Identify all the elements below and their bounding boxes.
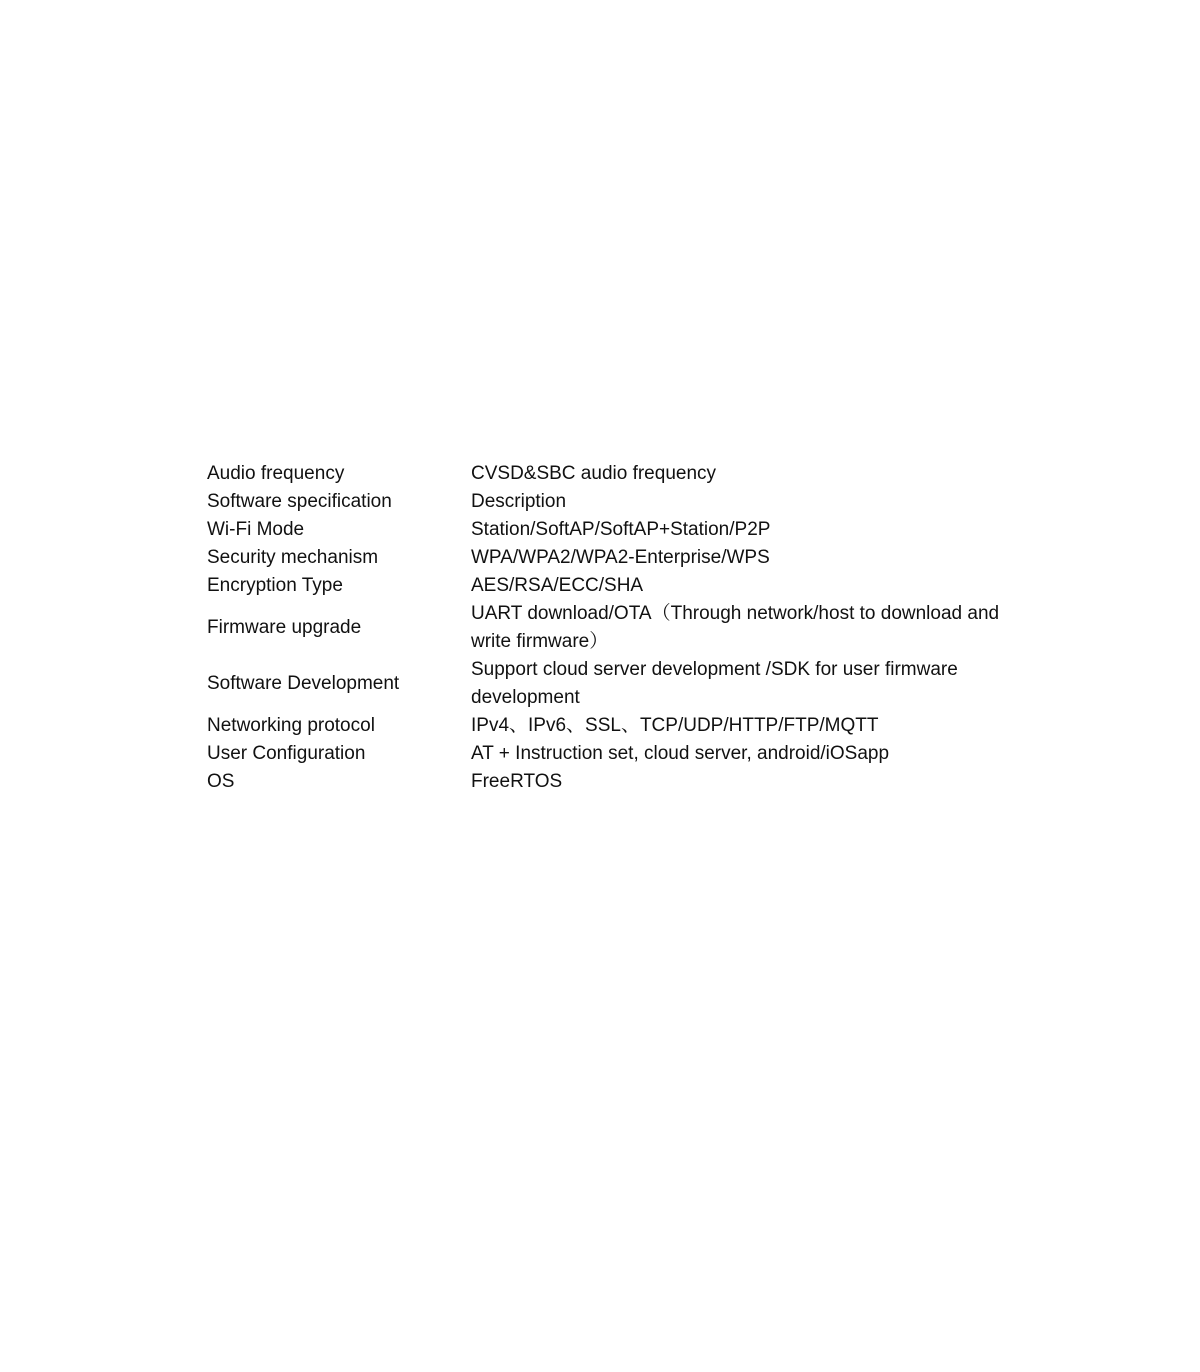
row-label: Wi-Fi Mode bbox=[207, 519, 305, 540]
row-label: OS bbox=[207, 771, 235, 792]
row-value: IPv4、IPv6、SSL、TCP/UDP/HTTP/FTP/MQTT bbox=[471, 715, 879, 736]
row-value: CVSD&SBC audio frequency bbox=[471, 463, 717, 484]
table-row bbox=[207, 600, 1007, 656]
row-value: AT + Instruction set, cloud server, android/iOSapp bbox=[471, 743, 890, 764]
spec-table bbox=[207, 460, 1007, 796]
row-label: Firmware upgrade bbox=[207, 617, 362, 638]
row-value: Support cloud server development /SDK for user firmware development bbox=[471, 659, 958, 708]
table-row bbox=[207, 768, 1007, 796]
row-label: Networking protocol bbox=[207, 715, 375, 736]
row-value: UART download/OTA（Through network/host to download and write firmware） bbox=[471, 603, 1000, 652]
row-value: Station/SoftAP/SoftAP+Station/P2P bbox=[471, 519, 771, 540]
table-row bbox=[207, 460, 1007, 488]
row-value: FreeRTOS bbox=[471, 771, 563, 792]
row-value: Description bbox=[471, 491, 567, 512]
table-row bbox=[207, 544, 1007, 572]
row-label: Security mechanism bbox=[207, 547, 379, 568]
row-value: AES/RSA/ECC/SHA bbox=[471, 575, 644, 596]
table-row bbox=[207, 488, 1007, 516]
table-row bbox=[207, 712, 1007, 740]
row-label: Software specification bbox=[207, 491, 392, 512]
row-label: User Configuration bbox=[207, 743, 366, 764]
row-value: WPA/WPA2/WPA2-Enterprise/WPS bbox=[471, 547, 770, 568]
table-row bbox=[207, 572, 1007, 600]
table-row bbox=[207, 656, 1007, 712]
row-label: Encryption Type bbox=[207, 575, 343, 596]
row-label: Software Development bbox=[207, 673, 400, 694]
table-row bbox=[207, 740, 1007, 768]
table-row bbox=[207, 516, 1007, 544]
row-label: Audio frequency bbox=[207, 463, 345, 484]
